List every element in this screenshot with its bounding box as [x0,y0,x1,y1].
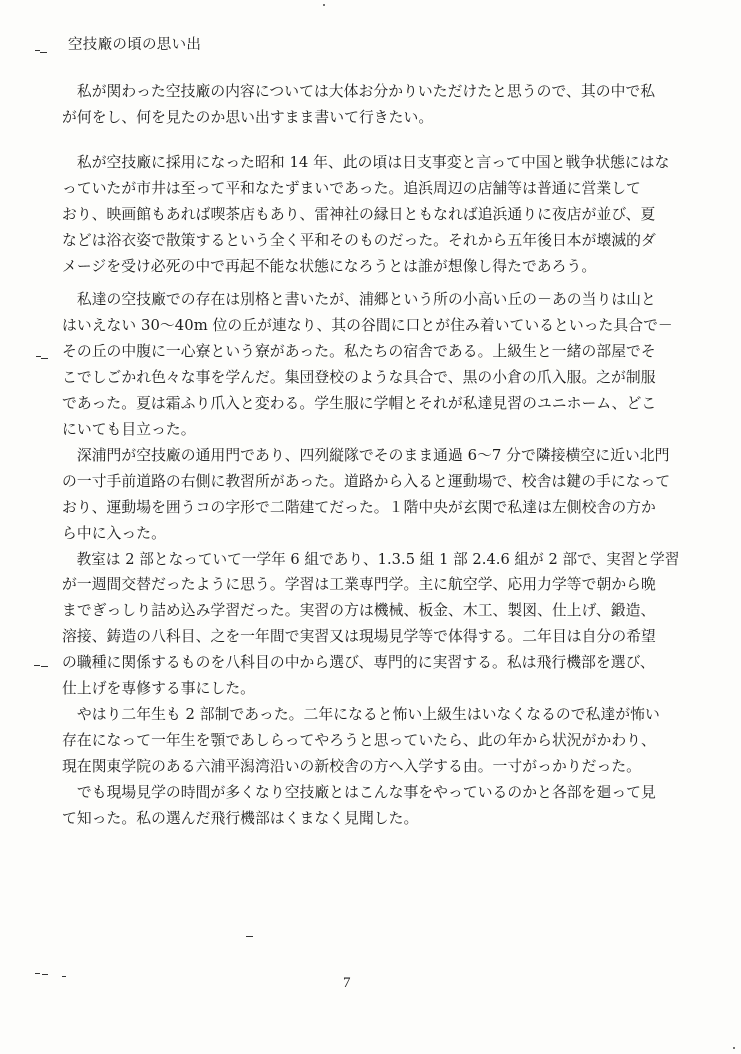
scan-speck [733,1047,735,1049]
text-line: ら中に入った。 [62,525,166,542]
text-line: までぎっしり詰め込み学習だった。実習の方は機械、板金、木工、製図、仕上げ、鍛造、 [62,602,656,619]
text-line: 深浦門が空技廠の通用門であり、四列縦隊でそのまま通過 6～7 分で隣接横空に近い北門 [62,447,670,464]
text-line: その丘の中腹に一心寮という寮があった。私たちの宿舎である。上級生と一緒の部屋でそ [62,343,656,360]
text-line: であった。夏は霜ふり爪入と変わる。学生服に学帽とそれが私達見習のユニホーム、どこ [62,395,657,412]
text-line: が何をし、何を見たのか思い出すまま書いて行きたい。 [62,109,434,126]
text-line: にいても目立った。 [62,421,196,438]
text-line: 私が関わった空技廠の内容については大体お分かりいただけたと思うので、其の中で私 [62,83,656,100]
text-line: 私が空技廠に採用になった昭和 14 年、此の頃は日支事変と言って中国と戦争状態にはな [62,154,670,171]
text-line: て知った。私の選んだ飛行機部はくまなく見聞した。 [62,810,419,827]
scan-mark [246,936,253,937]
text-line: が一週間交替だったように思う。学習は工業専門学。主に航空学、応用力学等で朝から晩 [62,576,656,593]
text-line: 仕上げを専修する事にした。 [62,680,256,697]
text-line: 現在関東学院のある六浦平潟湾沿いの新校舎の方へ入学する由。一寸がっかりだった。 [62,758,642,775]
scan-mark [35,973,40,974]
text-line: おり、運動場を囲うコの字形で二階建てだった。１階中央が玄関で私達は左側校舎の方か [62,499,656,516]
text-line: 私達の空技廠での存在は別格と書いたが、浦郷という所の小高い丘の－あの当りは山と [62,291,656,308]
text-line: などは浴衣姿で散策するという全く平和そのものだった。それから五年後日本が壊滅的ダ [62,232,656,249]
text-line: 存在になって一年生を顎であしらってやろうと思っていたら、此の年から状況がかわり、 [62,732,656,749]
page-number: 7 [343,975,351,991]
scan-mark [41,358,48,359]
scan-speck [323,4,325,6]
scan-mark [34,665,40,666]
text-line: でも現場見学の時間が多くなり空技廠とはこんな事をやっているのかと各部を廻って見 [62,784,656,801]
scan-mark [62,976,66,977]
page-heading: 空技廠の頃の思い出 [68,37,202,53]
text-line: の職種に関係するものを八科目の中から選び、専門的に実習する。私は飛行機部を選び、 [62,654,655,671]
scan-mark [41,666,48,667]
text-line: こでしごかれ色々な事を学んだ。集団登校のような具合で、黒の小倉の爪入服。之が制服 [62,369,656,386]
text-line: の一寸手前道路の右側に教習所があった。道路から入ると運動場で、校舎は鍵の手になって [62,473,671,490]
text-line: はいえない 30～40m 位の丘が連なり、其の谷間に口とが住み着いているといった具合で－ [62,317,673,334]
text-line: メージを受け必死の中で再起不能な状態になろうとは誰が想像し得たであろう。 [62,258,597,275]
text-line: 溶接、鋳造の八科目、之を一年間で実習又は現場見学等で体得する。二年目は自分の希望 [62,628,656,645]
text-line: やはり二年生も 2 部制であった。二年になると怖い上級生はいなくなるので私達が怖い [62,706,660,723]
scan-mark [40,52,47,53]
text-line: 教室は 2 部となっていて一学年 6 組であり、1.3.5 組 1 部 2.4.6 組が 2 部で、実習と学習 [62,551,680,568]
text-line: っていたが市井は至って平和なたずまいであった。追浜周辺の店舗等は普通に営業して [62,180,641,197]
scan-mark [42,974,48,975]
text-line: おり、映画館もあれば喫茶店もあり、雷神社の縁日ともなれば追浜通りに夜店が並び、夏 [62,206,656,223]
